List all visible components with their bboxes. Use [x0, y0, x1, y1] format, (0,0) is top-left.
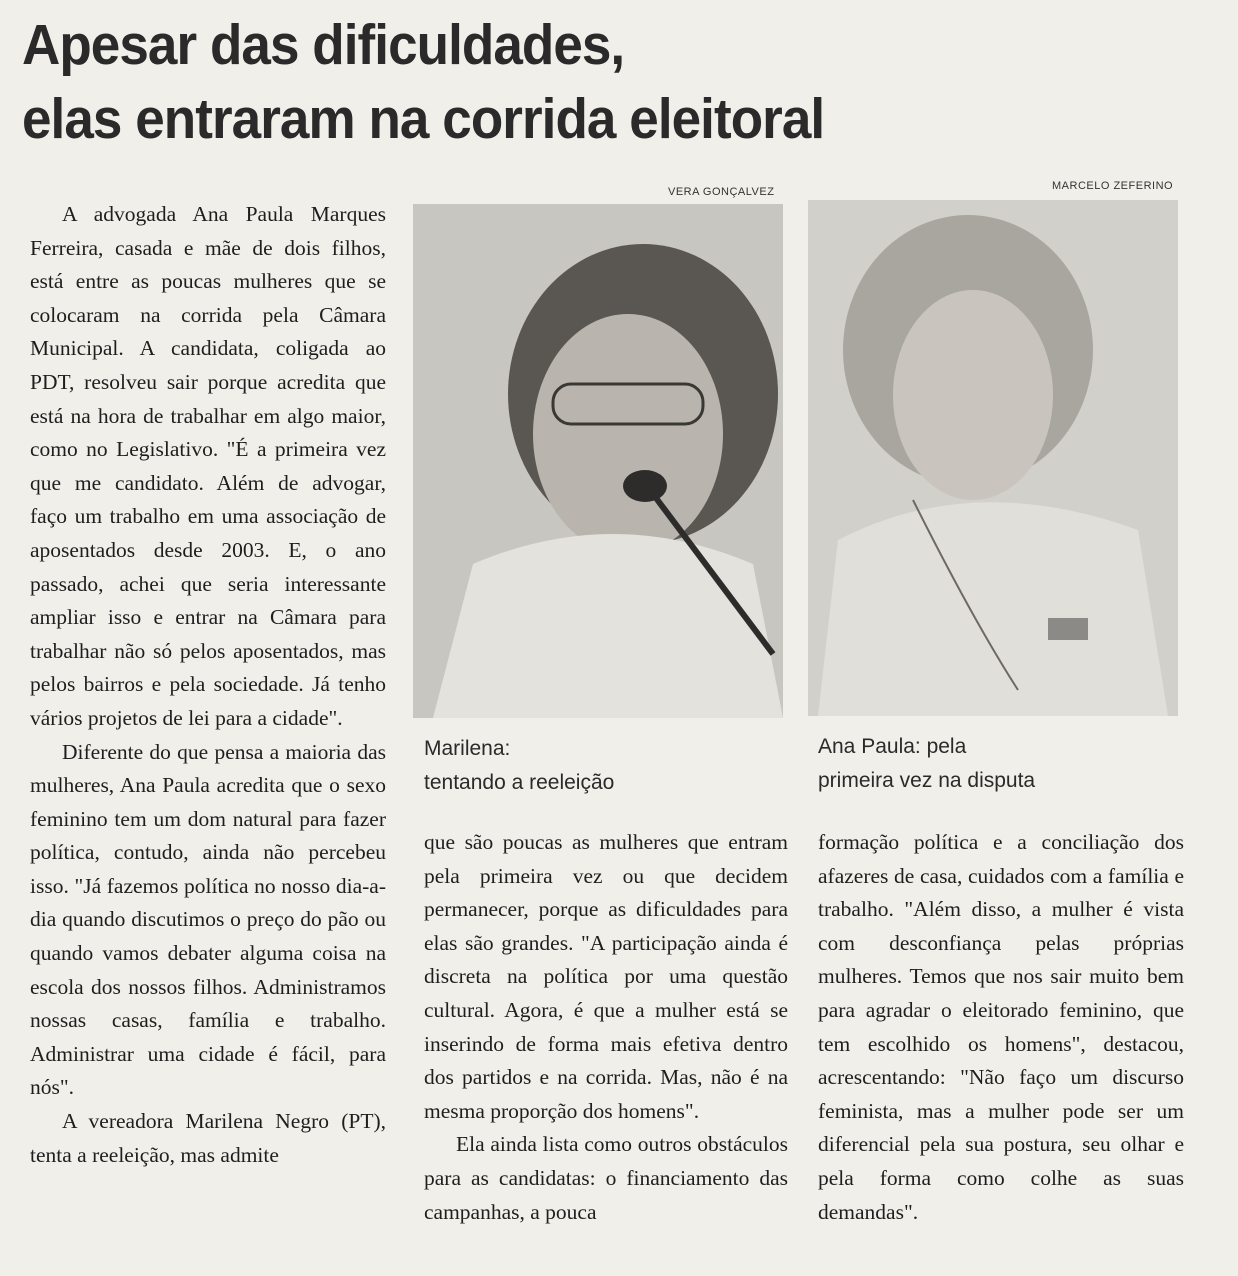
photo-ana-paula [808, 200, 1178, 716]
headline-line-1: Apesar das dificuldades, [22, 13, 625, 77]
photo-credit-1: VERA GONÇALVEZ [668, 186, 775, 198]
photo-marilena [413, 204, 783, 718]
paragraph: que são poucas as mulheres que entram pela primeira vez ou que decidem permanecer, porque as dificuldades para elas são grandes. "A participação ainda é discreta na política por uma questão cultural. Agora, é que a mulher está se inserindo de forma mais efetiva dentro dos partidos e na corrida. Mas, não é na mesma proporção dos homens". [424, 830, 788, 1123]
caption-line: Marilena: [424, 737, 511, 760]
paragraph: A vereadora Marilena Negro (PT), tenta a reeleição, mas admite [30, 1109, 386, 1167]
paragraph: formação política e a conciliação dos afazeres de casa, cuidados com a família e trabalho. "Além disso, a mulher é vista com desconfiança pelas próprias mulheres. Temos que nos sair muito bem para agradar o eleitorado feminino, que tem escolhido os homens", destacou, acrescentando: "Não faço um discurso feminista, mas a mulher pode ser um diferencial pela sua postura, seu olhar e pela forma como colhe as suas demandas". [818, 830, 1184, 1224]
caption-line: primeira vez na disputa [818, 769, 1036, 792]
portrait-placeholder-1 [413, 204, 783, 718]
headline-line-2: elas entraram na corrida eleitoral [22, 87, 825, 151]
article-column-2 [424, 826, 788, 1229]
caption-line: Ana Paula: pela [818, 735, 967, 758]
photo-caption-1 [424, 732, 614, 800]
article-column-3 [818, 826, 1184, 1229]
photo-caption-2 [818, 730, 1035, 798]
article-column-1 [30, 198, 386, 1172]
caption-line: tentando a reeleição [424, 771, 615, 794]
photo-credit-2: MARCELO ZEFERINO [1052, 180, 1174, 192]
paragraph: A advogada Ana Paula Marques Ferreira, casada e mãe de dois filhos, está entre as poucas mulheres que se colocaram na corrida pela Câmara Municipal. A candidata, coligada ao PDT, resolveu sair porque acredita que está na hora de trabalhar em algo maior, como no Legislativo. "É a primeira vez que me candidato. Além de advogar, faço um trabalho em uma associação de aposentados desde 2003. E, o ano passado, achei que seria interessante ampliar isso e entrar na Câmara para trabalhar não só pelos aposentados, mas pelos bairros e pela sociedade. Já tenho vários projetos de lei para a cidade". [30, 202, 386, 730]
headline [22, 8, 1138, 156]
portrait-placeholder-2 [808, 200, 1178, 716]
paragraph: Diferente do que pensa a maioria das mulheres, Ana Paula acredita que o sexo feminino tem um dom natural para fazer política, contudo, ainda não percebeu isso. "Já fazemos política no nosso dia-a-dia quando discutimos o preço do pão ou quando vamos debater alguma coisa na escola dos nossos filhos. Administramos nossas casas, família e trabalho. Administrar uma cidade é fácil, para nós". [30, 739, 386, 1100]
paragraph: Ela ainda lista como outros obstáculos para as candidatas: o financiamento das campanhas, a pouca [424, 1132, 788, 1224]
